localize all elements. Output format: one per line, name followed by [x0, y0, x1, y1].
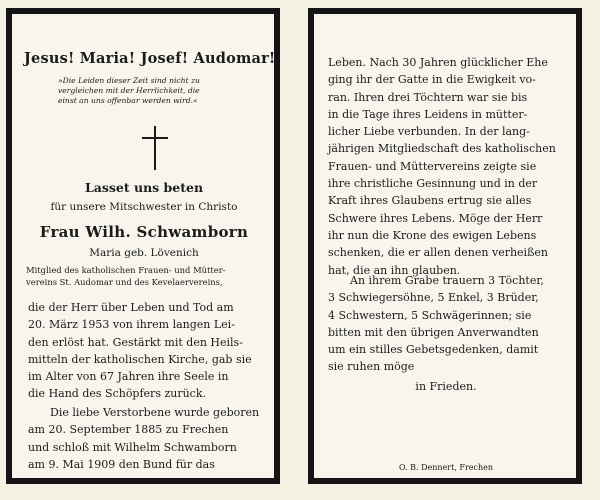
text-line: ihr nun die Krone des ewigen Lebens [328, 228, 537, 242]
closing-line: in Frieden. [415, 380, 477, 393]
printer-credit: O. B. Dennert, Frechen [398, 463, 494, 472]
text-line: die der Herr über Leben und Tod am [28, 301, 234, 314]
text-line: am 9. Mai 1909 den Bund für das [28, 457, 215, 471]
dedication-line: für unsere Mitschwester in Christo [50, 201, 238, 213]
obituary-text-c [328, 54, 556, 279]
invocation-heading: Jesus! Maria! Josef! Audomar! [24, 50, 276, 67]
prayer-call: Lasset uns beten [84, 180, 204, 195]
text-line: 20. März 1953 von ihrem langen Lei- [28, 318, 235, 332]
text-line: sie ruhen möge [328, 360, 415, 374]
quote-line: »Die Leiden dieser Zeit sind nicht zu [58, 76, 200, 85]
text-line: ran. Ihren drei Töchtern war sie bis [328, 90, 528, 104]
text-line: Kraft ihres Glaubens ertrug sie alles [328, 194, 532, 208]
maiden-name: Maria geb. Lövenich [89, 247, 199, 259]
scripture-quote [58, 76, 260, 106]
quote-line: vergleichen mit der Herrlichkeit, die [58, 86, 200, 95]
text-line: im Alter von 67 Jahren ihre Seele in [28, 370, 229, 384]
membership-note [26, 264, 262, 288]
left-card [6, 8, 280, 484]
text-line: in die Tage ihres Leidens in mütter- [328, 107, 528, 121]
mourners-text [328, 272, 544, 376]
right-card [308, 8, 582, 484]
text-line: schenken, die er allen denen verheißen [328, 246, 549, 260]
text-line: Leben. Nach 30 Jahren glücklicher Ehe [328, 56, 548, 69]
deceased-name: Frau Wilh. Schwamborn [39, 223, 249, 241]
text-line: Frauen- und Müttervereins zeigte sie [328, 159, 537, 173]
cross-icon [142, 126, 168, 170]
text-line: um ein stilles Gebetsgedenken, damit [328, 343, 539, 357]
obituary-text-b [28, 404, 259, 473]
text-line: jährigen Mitgliedschaft des katholischen [328, 142, 556, 156]
text-line: licher Liebe verbunden. In der lang- [328, 125, 530, 139]
text-line: und schloß mit Wilhelm Schwamborn [28, 440, 237, 454]
membership-line: Mitglied des katholischen Frauen- und Mütter- [26, 265, 226, 275]
text-line: hat, die an ihn glauben. [328, 263, 461, 277]
text-line: ihre christliche Gesinnung und in der [328, 177, 538, 191]
text-line: ging ihr der Gatte in die Ewigkeit vo- [328, 73, 536, 87]
obituary-text-a [28, 299, 252, 403]
text-line: An ihrem Grabe trauern 3 Töchter, [350, 274, 544, 287]
membership-line: vereins St. Audomar und des Kevelaervereins, [26, 277, 223, 287]
quote-line: einst an uns offenbar werden wird.« [58, 96, 198, 105]
text-line: den erlöst hat. Gestärkt mit den Heils- [28, 335, 243, 349]
text-line: mitteln der katholischen Kirche, gab sie [28, 352, 252, 366]
text-line: Schwere ihres Lebens. Möge der Herr [328, 211, 543, 225]
text-line: 4 Schwestern, 5 Schwägerinnen; sie [328, 308, 532, 322]
text-line: Die liebe Verstorbene wurde geboren [50, 406, 260, 419]
text-line: bitten mit den übrigen Anverwandten [328, 325, 539, 339]
text-line: am 20. September 1885 zu Frechen [28, 423, 229, 437]
text-line: die Hand des Schöpfers zurück. [28, 387, 207, 401]
text-line: 3 Schwiegersöhne, 5 Enkel, 3 Brüder, [328, 291, 539, 305]
